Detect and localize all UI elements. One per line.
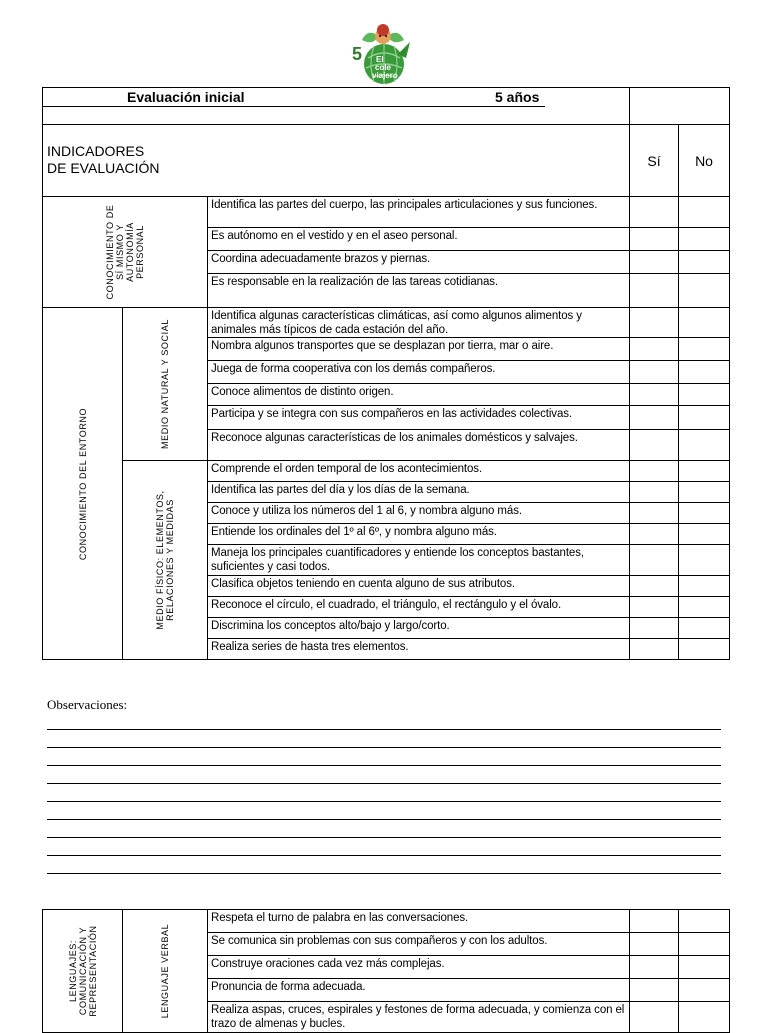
no-checkbox[interactable] [679,430,730,461]
section-label-environment: CONOCIMIENTO DEL ENTORNO [43,308,123,660]
no-checkbox[interactable] [679,979,730,1002]
yes-checkbox[interactable] [630,361,679,384]
yes-checkbox[interactable] [630,639,679,660]
no-checkbox[interactable] [679,461,730,482]
observation-line[interactable] [47,873,721,874]
list-item: Reconoce algunas características de los animales domésticos y salvajes. [208,430,630,461]
yes-checkbox[interactable] [630,618,679,639]
yes-checkbox[interactable] [630,1002,679,1033]
subsection-label-physical: MEDIO FÍSICO: ELEMENTOS, RELACIONES Y MEDIDAS [123,461,208,660]
list-item: Es responsable en la realización de las tareas cotidianas. [208,274,630,308]
yes-checkbox[interactable] [630,524,679,545]
no-checkbox[interactable] [679,251,730,274]
svg-text:El: El [376,55,384,64]
subsection-label-verbal: LENGUAJE VERBAL [123,910,208,1033]
age-label: 5 años [495,89,540,105]
list-item: Reconoce el círculo, el cuadrado, el triángulo, el rectángulo y el óvalo. [208,597,630,618]
no-header: No [679,125,730,197]
no-checkbox[interactable] [679,910,730,933]
observation-line[interactable] [47,801,721,802]
observation-line[interactable] [47,783,721,784]
no-checkbox[interactable] [679,406,730,430]
yes-checkbox[interactable] [630,597,679,618]
yes-checkbox[interactable] [630,956,679,979]
no-checkbox[interactable] [679,639,730,660]
list-item: Conoce alimentos de distinto origen. [208,384,630,406]
list-item: Comprende el orden temporal de los acontecimientos. [208,461,630,482]
svg-text:5: 5 [352,44,363,64]
observation-line[interactable] [47,837,721,838]
list-item: Nombra algunos transportes que se desplazan por tierra, mar o aire. [208,338,630,361]
yes-checkbox[interactable] [630,406,679,430]
no-checkbox[interactable] [679,576,730,597]
yes-checkbox[interactable] [630,338,679,361]
no-checkbox[interactable] [679,597,730,618]
yes-checkbox[interactable] [630,545,679,576]
list-item: Clasifica objetos teniendo en cuenta alguno de sus atributos. [208,576,630,597]
no-checkbox[interactable] [679,956,730,979]
page-title: Evaluación inicial [127,89,245,105]
el-cole-viajero-logo [348,18,418,88]
no-checkbox[interactable] [679,618,730,639]
yes-checkbox[interactable] [630,933,679,956]
section-label-languages: LENGUAJES: COMUNICACIÓN Y REPRESENTACIÓN [43,910,123,1033]
svg-text:cole: cole [375,63,392,72]
header-empty-cell [630,88,730,125]
list-item: Es autónomo en el vestido y en el aseo personal. [208,228,630,251]
list-item: Pronuncia de forma adecuada. [208,979,630,1002]
yes-checkbox[interactable] [630,430,679,461]
header-row [43,88,630,125]
yes-checkbox[interactable] [630,482,679,503]
yes-checkbox[interactable] [630,910,679,933]
yes-checkbox[interactable] [630,461,679,482]
svg-text:viajero: viajero [372,71,398,80]
list-item: Identifica las partes del cuerpo, las principales articulaciones y sus funciones. [208,197,630,228]
yes-header: Sí [630,125,679,197]
yes-checkbox[interactable] [630,576,679,597]
observation-line[interactable] [47,819,721,820]
evaluation-table [42,87,730,660]
observation-line[interactable] [47,729,721,730]
evaluation-table-languages [42,909,730,1033]
no-checkbox[interactable] [679,361,730,384]
subsection-label-natural-social: MEDIO NATURAL Y SOCIAL [123,308,208,461]
yes-checkbox[interactable] [630,197,679,228]
observation-line[interactable] [47,747,721,748]
yes-checkbox[interactable] [630,384,679,406]
list-item: Participa y se integra con sus compañeros en las actividades colectivas. [208,406,630,430]
list-item: Construye oraciones cada vez más complejas. [208,956,630,979]
list-item: Discrimina los conceptos alto/bajo y largo/corto. [208,618,630,639]
no-checkbox[interactable] [679,933,730,956]
list-item: Realiza aspas, cruces, espirales y festones de forma adecuada, y comienza con el trazo de almenas y bucles. [208,1002,630,1033]
yes-checkbox[interactable] [630,228,679,251]
yes-checkbox[interactable] [630,251,679,274]
observations-label: Observaciones: [47,697,128,712]
list-item: Conoce y utiliza los números del 1 al 6, y nombra alguno más. [208,503,630,524]
indicators-header: INDICADORES DE EVALUACIÓN [43,125,630,197]
list-item: Realiza series de hasta tres elementos. [208,639,630,660]
list-item: Identifica las partes del día y los días de la semana. [208,482,630,503]
no-checkbox[interactable] [679,274,730,308]
no-checkbox[interactable] [679,197,730,228]
no-checkbox[interactable] [679,545,730,576]
no-checkbox[interactable] [679,503,730,524]
no-checkbox[interactable] [679,384,730,406]
list-item: Se comunica sin problemas con sus compañeros y con los adultos. [208,933,630,956]
list-item: Maneja los principales cuantificadores y entiende los conceptos bastantes, suficientes y casi todos. [208,545,630,576]
yes-checkbox[interactable] [630,308,679,338]
title-underline [43,88,545,107]
yes-checkbox[interactable] [630,979,679,1002]
yes-checkbox[interactable] [630,274,679,308]
observation-line[interactable] [47,855,721,856]
no-checkbox[interactable] [679,1002,730,1033]
no-checkbox[interactable] [679,228,730,251]
no-checkbox[interactable] [679,308,730,338]
observation-line[interactable] [47,765,721,766]
list-item: Coordina adecuadamente brazos y piernas. [208,251,630,274]
yes-checkbox[interactable] [630,503,679,524]
no-checkbox[interactable] [679,524,730,545]
no-checkbox[interactable] [679,482,730,503]
list-item: Entiende los ordinales del 1º al 6º, y nombra alguno más. [208,524,630,545]
no-checkbox[interactable] [679,338,730,361]
section-label-self-knowledge: CONOCIMIENTO DE SÍ MISMO Y AUTONOMÍA PERSONAL [43,197,208,308]
list-item: Identifica algunas características climáticas, así como algunos alimentos y animales más típicos de cada estación del año. [208,308,630,338]
list-item: Juega de forma cooperativa con los demás compañeros. [208,361,630,384]
list-item: Respeta el turno de palabra en las conversaciones. [208,910,630,933]
